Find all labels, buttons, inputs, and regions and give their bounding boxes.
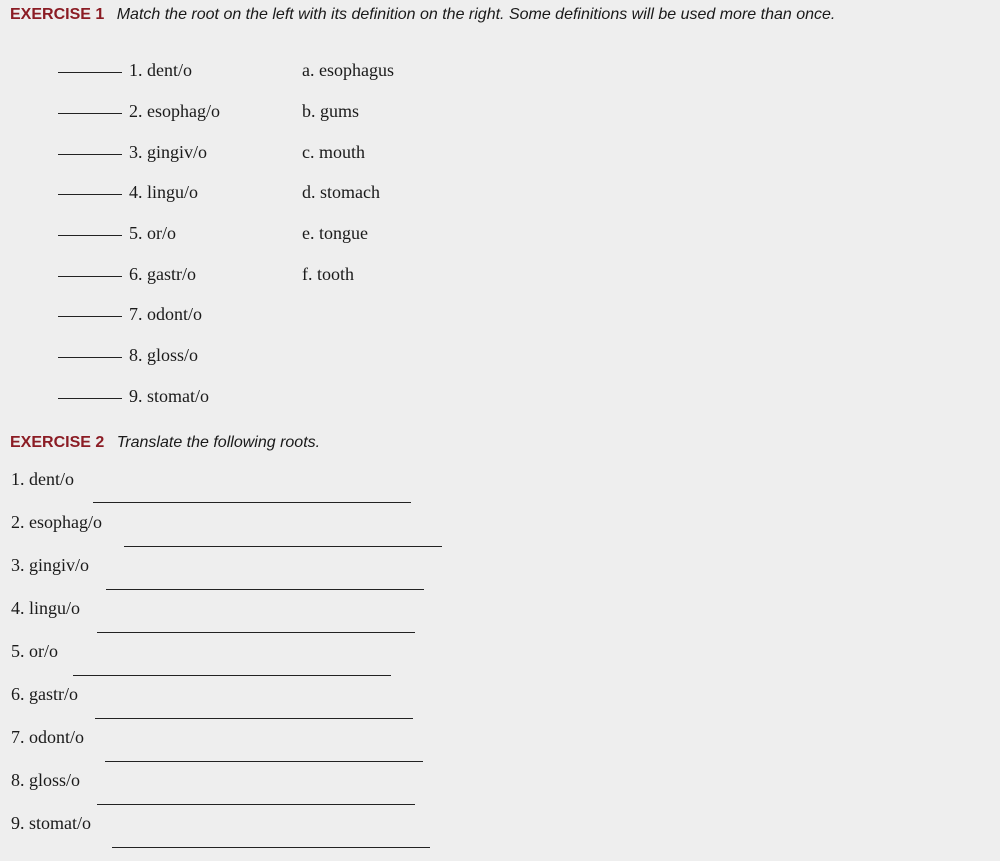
translation-blank[interactable] [95, 718, 413, 719]
definition-option: a. esophagus [302, 60, 394, 80]
translation-blank[interactable] [124, 546, 442, 547]
definition-option: f. tooth [302, 264, 354, 284]
match-row [0, 142, 500, 180]
answer-blank[interactable] [58, 357, 122, 358]
answer-blank[interactable] [58, 235, 122, 236]
answer-blank[interactable] [58, 113, 122, 114]
root-term: 9. stomat/o [11, 813, 91, 833]
translation-blank[interactable] [73, 675, 391, 676]
translate-row [0, 641, 500, 683]
root-term: 7. odont/o [11, 727, 85, 747]
translate-row [0, 770, 500, 812]
answer-blank[interactable] [58, 398, 122, 399]
translation-blank[interactable] [97, 804, 415, 805]
translation-blank[interactable] [106, 589, 424, 590]
translation-blank[interactable] [112, 847, 430, 848]
answer-blank[interactable] [58, 72, 122, 73]
match-row [0, 182, 500, 220]
exercise-2-instruction: Translate the following roots. [116, 434, 321, 451]
match-row [0, 60, 500, 98]
match-row [0, 345, 500, 383]
translate-row [0, 598, 500, 640]
root-term: 4. lingu/o [129, 182, 199, 202]
answer-blank[interactable] [58, 154, 122, 155]
root-term: 3. gingiv/o [129, 142, 208, 162]
exercise-1-label: EXERCISE 1 [10, 6, 105, 23]
translation-blank[interactable] [97, 632, 415, 633]
root-term: 8. gloss/o [129, 345, 199, 365]
translate-row [0, 555, 500, 597]
answer-blank[interactable] [58, 276, 122, 277]
definition-option: b. gums [302, 101, 360, 121]
root-term: 1. dent/o [129, 60, 192, 80]
translate-row [0, 512, 500, 554]
exercise-2-heading [10, 434, 320, 452]
root-term: 6. gastr/o [11, 684, 78, 704]
translation-blank[interactable] [105, 761, 423, 762]
root-term: 3. gingiv/o [11, 555, 90, 575]
root-term: 7. odont/o [129, 304, 203, 324]
match-row [0, 264, 500, 302]
answer-blank[interactable] [58, 316, 122, 317]
exercise-1-heading [10, 6, 835, 24]
root-term: 1. dent/o [11, 469, 74, 489]
exercise-1-instruction: Match the root on the left with its definition on the right. Some definitions will be used more than once. [116, 6, 836, 23]
root-term: 2. esophag/o [129, 101, 220, 121]
root-term: 8. gloss/o [11, 770, 81, 790]
root-term: 5. or/o [11, 641, 58, 661]
root-term: 5. or/o [129, 223, 176, 243]
root-term: 2. esophag/o [11, 512, 102, 532]
exercise-2-label: EXERCISE 2 [10, 434, 105, 451]
root-term: 6. gastr/o [129, 264, 196, 284]
translate-row [0, 469, 500, 511]
translate-row [0, 727, 500, 769]
root-term: 9. stomat/o [129, 386, 209, 406]
root-term: 4. lingu/o [11, 598, 81, 618]
match-row [0, 101, 500, 139]
answer-blank[interactable] [58, 194, 122, 195]
match-row [0, 304, 500, 342]
definition-option: c. mouth [302, 142, 365, 162]
translate-row [0, 684, 500, 726]
translate-row [0, 813, 500, 855]
match-row [0, 223, 500, 261]
definition-option: e. tongue [302, 223, 368, 243]
translation-blank[interactable] [93, 502, 411, 503]
match-row [0, 386, 500, 424]
definition-option: d. stomach [302, 182, 380, 202]
